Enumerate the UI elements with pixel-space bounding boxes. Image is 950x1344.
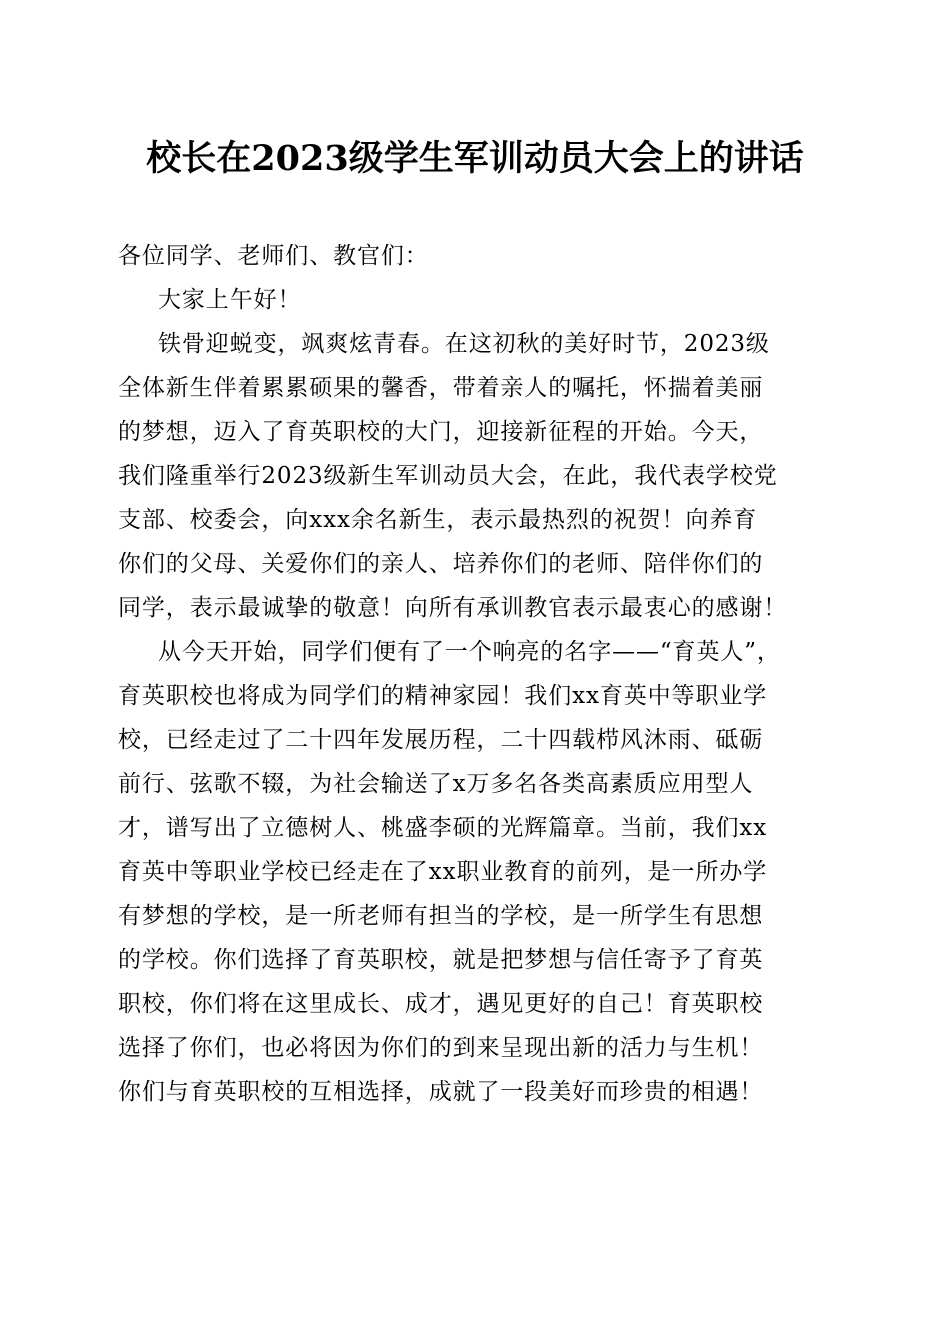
paragraph-line: 的梦想，迈入了育英职校的大门，迎接新征程的开始。今天， <box>118 419 764 445</box>
paragraph-line: 全体新生伴着累累硕果的馨香，带着亲人的嘱托，怀揣着美丽 <box>118 375 764 401</box>
paragraph-line: 校，已经走过了二十四年发展历程，二十四载栉风沐雨、砥砺 <box>118 727 764 753</box>
paragraph-line: 你们与育英职校的互相选择，成就了一段美好而珍贵的相遇！ <box>118 1079 764 1105</box>
paragraph-line: 同学，表示最诚挚的敬意！向所有承训教官表示最衷心的感谢！ <box>118 595 788 621</box>
greeting-line: 大家上午好！ <box>158 287 302 313</box>
paragraph-line: 育英中等职业学校已经走在了xx职业教育的前列，是一所办学 <box>118 859 768 885</box>
paragraph-line: 我们隆重举行2023级新生军训动员大会，在此，我代表学校党 <box>118 463 778 489</box>
paragraph-line: 的学校。你们选择了育英职校，就是把梦想与信任寄予了育英 <box>118 947 764 973</box>
paragraph-line: 铁骨迎蜕变，飒爽炫青春。在这初秋的美好时节，2023级 <box>158 331 770 357</box>
paragraph-line: 职校，你们将在这里成长、成才，遇见更好的自己！育英职校 <box>118 991 764 1017</box>
paragraph-line: 支部、校委会，向xxx余名新生，表示最热烈的祝贺！向养育 <box>118 507 758 533</box>
paragraph-line: 有梦想的学校，是一所老师有担当的学校，是一所学生有思想 <box>118 903 764 929</box>
paragraph-line: 前行、弦歌不辍，为社会输送了x万多名各类高素质应用型人 <box>118 771 754 797</box>
paragraph-line: 你们的父母、关爱你们的亲人、培养你们的老师、陪伴你们的 <box>118 551 764 577</box>
salutation-line: 各位同学、老师们、教官们： <box>118 243 429 269</box>
paragraph-line: 育英职校也将成为同学们的精神家园！我们xx育英中等职业学 <box>118 683 768 709</box>
document-title: 校长在2023级学生军训动员大会上的讲话 <box>146 138 804 179</box>
paragraph-line: 从今天开始，同学们便有了一个响亮的名字——“育英人”， <box>158 639 781 665</box>
paragraph-line: 才，谱写出了立德树人、桃盛李硕的光辉篇章。当前，我们xx <box>118 815 768 841</box>
paragraph-line: 选择了你们，也必将因为你们的到来呈现出新的活力与生机！ <box>118 1035 764 1061</box>
